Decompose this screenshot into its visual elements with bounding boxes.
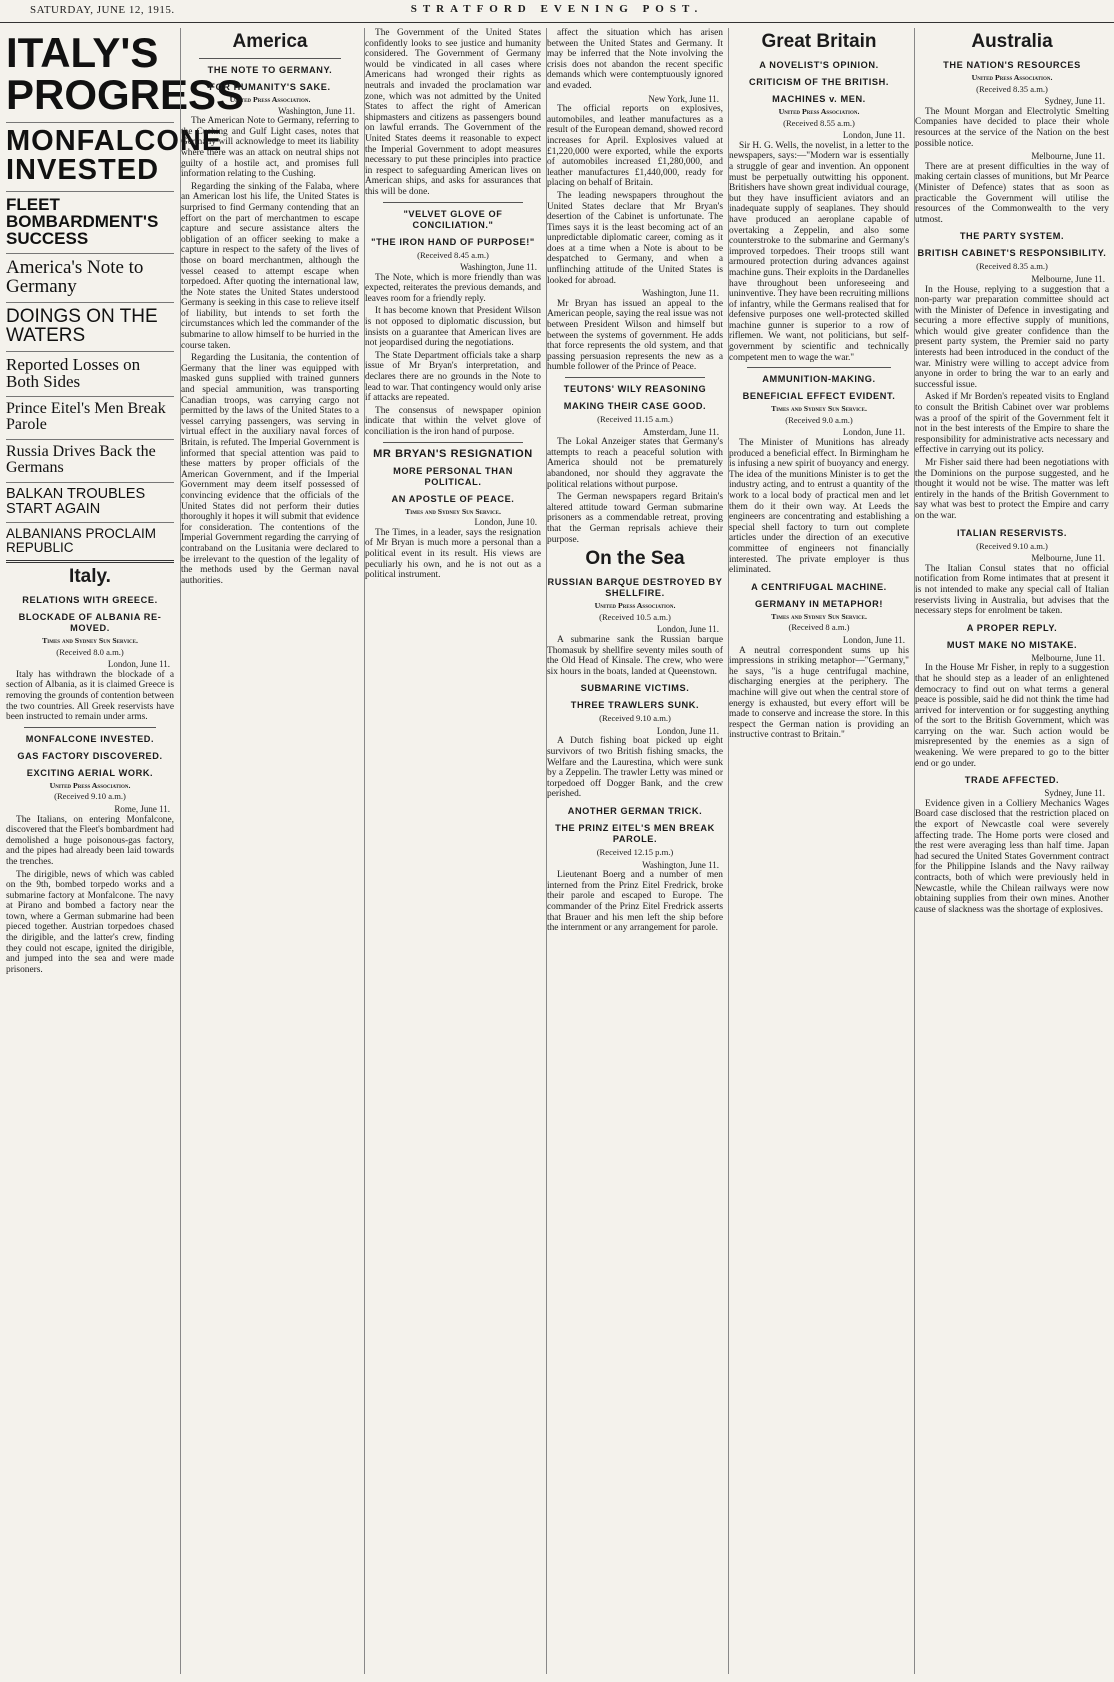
dateline: Sydney, June 11. (1044, 96, 1105, 107)
article-text: Mr Fisher said there had been negotiations with the Dominions on the purpose suggested, and he thought it would not be wise. The matter was left entirely in the hands of the British Government to say what was best to protect the Empire and carry on the war. (915, 458, 1109, 521)
received-time: (Received 11.15 a.m.) (597, 414, 673, 424)
italian-reservists-heading: ITALIAN RESERVISTS. (956, 527, 1068, 538)
front-headlines (6, 28, 245, 563)
article-text: Regarding the sinking of the Falaba, where an American lost his life, the United States is surprised to find Germany contending that an effort on the part of merchantmen to escape capture and secure assistance alters the obligation of an officer seeking to make a capture in respect to the safety of the lives of those on board merchantmen, although the vessel ceased to attempt escape when torpedoed. After quoting the international law, the Note states the United States understood Germany is seeking in this case to relieve itself of liability, but intends to set forth the circumstances which led the commander of the submarine to allow himself to be hurried in the course taken. (181, 181, 359, 351)
dateline: London, June 11. (656, 725, 719, 736)
dateline: Melbourne, June 11. (1031, 553, 1105, 564)
article-text: The dirigible, news of which was cabled on the 9th, bombed torpedo works and a submarine factory at Monfalcone. The navy at Pirano and bombed a factory near the town, where a German submarine had been pieced together. Austrian torpedoes chased the dirigible, and the latter's crew, finding they could not escape, ignited the dirigible, and jumped into the sea and were made prisoners. (6, 869, 174, 975)
article-text: Lieutenant Boerg and a number of men interned from the Prinz Eitel Fredrick, broke their parole and escaped to Europe. The commander of the Prinz Eitel Fredrick asserts that Brauer and his men left the ship before the internment or any arrangement for parole. (547, 870, 723, 934)
article-text: A Dutch fishing boat picked up eight survivors of two British fishing smacks, the Welfare and the Laurestina, which were sunk by a Zeppelin. The trawler Letty was mined or torpedoed off Dogger Bank, and the crew perished. (547, 736, 723, 800)
article-text: The Italians, on entering Monfalcone, discovered that the Fleet's bombardment had demolished a huge poisonous-gas factory, and the pipes had already been laid towards the trenches. (6, 814, 174, 867)
headline-doings: DOINGS ON THE WATERS (6, 306, 158, 346)
trade-affected-heading: TRADE AFFECTED. (964, 775, 1060, 786)
submarine-victims-heading: SUBMARINE VICTIMS. (580, 683, 690, 694)
article-text: The Lokal Anzeiger states that Germany's attempts to reach a peaceful solution with America should not be prematurely abandoned, nor should they aggravate the political relations without purpose. (547, 437, 723, 490)
article-text: In the House Mr Fisher, in reply to a suggestion that he should step as a leader of an enlightened democracy to find out on what terms a general peace is possible, said he did not think the time had arrived for intervention or for suggesting anything of the sort to the British Government, which was carrying on the war. Such action would be misrepresented by the enemies as a sign of weakening. We were prepared to go to the bitter end or go under. (915, 663, 1109, 769)
article-text: A submarine sank the Russian barque Thomasuk by shellfire seventy miles south of the Old Head of Kinsale. The crew, who were six hours in the boats, landed at Queenstown. (547, 634, 723, 677)
received-time: (Received 8.0 a.m.) (56, 646, 124, 657)
headline-fleet: FLEET BOMBARDMENT'S SUCCESS (6, 195, 159, 248)
dateline: Rome, June 11. (114, 803, 170, 814)
dateline: London, June 11. (656, 624, 719, 635)
headline-monfalcone: MONFALCONE INVESTED (6, 125, 223, 186)
america-heading: THE NOTE TO GERMANY. (207, 65, 333, 75)
headline-losses: Reported Losses on Both Sides (6, 355, 141, 391)
article-text: Regarding the Lusitania, the contention of Germany that the liner was equipped with masked guns supplied with trained gunners and special ammunition, was transporting Canadian troops, was carrying cargo not permitted by the laws of the United States to a vessel carrying passengers, was serving in virtual effect in the auxiliary naval forces of Britain, is refuted. The Imperial Government is informed that special attention was paid to these matters by proper officials of the American Government, and if the Imperial Government may deem itself possessed of convincing evidence that the officials of the United States did not perform their duties thoroughly it hopes it will submit that evidence for consideration. The contentions of the Imperial Government regarding the carrying of contraband on the Lusitania were declared to be irrelevant to the question of the legality of the methods used by the German naval authorities. (181, 353, 359, 586)
received-time: (Received 8.35 a.m.) (976, 83, 1048, 94)
newspaper-title: STRATFORD EVENING POST. (410, 3, 704, 15)
dateline: London, June 11. (107, 659, 170, 670)
german-trick-heading: ANOTHER GERMAN TRICK. (567, 806, 703, 817)
dateline: Washington, June 11. (460, 262, 537, 273)
dateline: Washington, June 11. (278, 105, 355, 116)
received-time: (Received 8 a.m.) (788, 622, 850, 633)
issue-date: SATURDAY, JUNE 12, 1915. (30, 4, 175, 16)
prinz-eitel-heading: THE PRINZ EITEL'S MEN BREAK PAROLE. (555, 823, 715, 845)
america-title: America (232, 31, 308, 52)
article-text: In the House, replying to a suggestion that a non-party war preparation committee should act with the Minister of Defence in investigating and securing a more effective supply of munitions, which would give greater confidence than the present party system, the Premier said no party interests had been introduced in the conduct of the war. Ministry were willing to accept advice from anyone in order to bring the war to an early and successful issue. (915, 284, 1109, 390)
article-text: The Minister of Munitions has already produced a beneficial effect. In Birmingham he is infusing a new spirit of buoyancy and energy. The idea of the munitions Minister is to get the industry acting, and to entrust a quantity of the work to a local body of practical men and let them do it their own way. At Leeds the engineers are concentrating and establishing a special shell factory to turn out complete articles under the direction of an executive committee of engineers not financially interested. The private employer is thus eliminated. (729, 438, 909, 576)
received-time: (Received 8.45 a.m.) (417, 249, 489, 260)
italy-title: Italy. (69, 566, 111, 587)
article-text: The German newspapers regard Britain's altered attitude toward German submarine prisoners as a commendable retreat, proving that the German reprisals achieve their purpose. (547, 492, 723, 545)
column-6 (914, 28, 1109, 1674)
velvet-glove-heading: "VELVET GLOVE OF CONCILIATION." (403, 208, 503, 230)
article-text: The leading newspapers throughout the United States declare that Mr Bryan's desertion of the Cabinet is unfortunate. The Times says it is the least becoming act of an unpredictable diplomatic career, coming as it does at a time when a Note is about to be despatched to Germany, and when a unflinching attitude of the United States is looked for abroad. (547, 190, 723, 286)
ammunition-heading: AMMUNITION-MAKING. (762, 374, 876, 385)
iron-hand-heading: "THE IRON HAND OF PURPOSE!" (371, 236, 535, 247)
bryan-subheading: MORE PERSONAL THAN POLITICAL. (393, 465, 513, 487)
dateline: New York, June 11. (648, 93, 719, 104)
headline-prince-eitel: Prince Eitel's Men Break Parole (6, 400, 166, 433)
dateline: Washington, June 11. (642, 288, 719, 299)
centrifugal-heading: A CENTRIFUGAL MACHINE. (751, 581, 887, 592)
article-text: The American Note to Germany, referring to the Cushing and Gulf Light cases, notes that Germany will acknowledge to meet its liability where there was an attack on neutral ships not guilty of a hostile act, and promises full information relating to the Cushing. (181, 116, 359, 180)
italy-subheading-3: EXCITING AERIAL WORK. (26, 767, 154, 778)
trawlers-subheading: THREE TRAWLERS SUNK. (570, 700, 700, 711)
byline: United Press Association. (229, 95, 311, 104)
metaphor-heading: GERMANY IN METAPHOR! (754, 598, 884, 609)
article-text: affect the situation which has arisen between the United States and Germany. It may be inferred that the Note involving the crisis does not abandon the recent specific demands which were contemptuously ignored and evaded. (547, 28, 723, 91)
received-time: (Received 8.35 a.m.) (976, 261, 1048, 272)
dateline: Melbourne, June 11. (1031, 652, 1105, 663)
dateline: Washington, June 11. (642, 859, 719, 870)
italy-heading: RELATIONS WITH GREECE. (22, 595, 158, 605)
byline: United Press Association. (778, 107, 860, 116)
article-text: A neutral correspondent sums up his impressions in striking metaphor—"Germany," he says, "is a huge centrifugal machine, discharging energies at the periphery. The machine will give out when the central store of energy is exhausted, but every effort will be made to conserve and increase the store. In this respect the German nation is providing an instructive contrast to Britain." (729, 645, 909, 741)
byline: United Press Association. (971, 73, 1053, 82)
dateline: London, June 11. (842, 130, 905, 141)
article-text: There are at present difficulties in the way of making certain classes of munitions, but Mr Pearce (Minister of Defence) states that as soon as practicable the Government will utilise the resources of the Commonwealth to the very utmost. (915, 161, 1109, 225)
article-text: Asked if Mr Borden's repeated visits to England to consult the British Cabinet over war problems was a proof of the spirit of the Government felt it not in the best interests of the Empire to share the responsibility for administrative acts necessary and effective in carrying out its policy. (915, 392, 1109, 456)
byline: Times and Sydney Sun Service. (405, 506, 501, 516)
byline: Times and Sydney Sun Service. (42, 636, 138, 645)
byline: Times and Sydney Sun Service. (771, 611, 867, 621)
article-text: Italy has withdrawn the blockade of a section of Albania, as it is claimed Greece is removing the grounds of contention between the two countries. All Greek reservists have been instructed to remain under arms. (6, 669, 174, 723)
dateline: Sydney, June 11. (1044, 788, 1105, 799)
received-time: (Received 9.10 a.m.) (976, 540, 1048, 551)
received-time: (Received 10.5 a.m.) (599, 611, 671, 622)
dateline: Melbourne, June 11. (1031, 273, 1105, 284)
bryan-resignation-heading: MR BRYAN'S RESIGNATION (373, 447, 533, 460)
dateline: Amsterdam, June 11. (642, 426, 719, 437)
article-text: Sir H. G. Wells, the novelist, in a letter to the newspapers, says:—"Modern war is essentially a struggle of gear and invention. An opponent must be perpetually outwitting his opponent. Britishers have shown great individual courage, but they have insufficient aviators and an inadequate supply of seaplanes. They should have produced an aeroplane capable of overtaking a Zeppelin, and also some counterstroke to the submarine and Germany's improved torpedoes. Their troops still want armoured protection during advances against machine guns. Their exploits in the Dardanelles have throughout been unforeseeing and uninventive. They have been recruiting millions of infantry, while the Germans realised that for defensive purposes one well-protected skilled machine gunner is superior to a row of riflemen. We want, not politicians, but self-government by scientific and technically competent men to wage the war." (729, 140, 909, 363)
beneficial-heading: BENEFICIAL EFFECT EVIDENT. (742, 391, 896, 402)
column-2 (180, 28, 359, 1674)
party-system-heading: THE PARTY SYSTEM. (959, 231, 1065, 242)
dateline: London, June 11. (842, 427, 905, 438)
column-5 (728, 28, 909, 1674)
article-text: Evidence given in a Colliery Mechanics Wages Board case disclosed that the restriction placed on the export of Newcastle coal were severely affecting trade. The Home ports were closed and the rest were averaging less than half time. Japan had secured the United States Government contract for the Philippine Islands and the Navy railway contracts, both of which were previously held in Newcastle, while the Chilean railways were now obtaining supplies from their own mines. Another cause of slackness was the shortage of explosives. (915, 798, 1109, 915)
criticism-heading: CRITICISM OF THE BRITISH. (748, 77, 890, 87)
received-time: (Received 12.15 p.m.) (596, 847, 674, 858)
article-text: The Times, in a leader, says the resignation of Mr Bryan is much more a personal than a political event in its result. His views are peculiarly his own, and he is not out as a political instrument. (365, 527, 541, 581)
russian-barque-heading: RUSSIAN BARQUE DESTROYED BY SHELLFIRE. (547, 577, 723, 599)
article-text: The official reports on explosives, automobiles, and leather manufactures as a result of the European demand, showed record increases for April. Explosives valued at £1,220,000 were exported, while the exports of automobiles increased £1,280,000, and leather manufactures £1,440,000, ready for placing on behalf of Britain. (547, 104, 723, 189)
byline: United Press Association. (594, 601, 676, 611)
article-text: The consensus of newspaper opinion indicate that within the velvet glove of conciliation is the iron hand of purpose. (365, 405, 541, 437)
proper-reply-heading: A PROPER REPLY. (966, 622, 1058, 633)
column-1 (6, 28, 245, 1674)
italy-subheading: BLOCKADE OF ALBANIA RE-MOVED. (18, 612, 162, 633)
dateline: London, June 10. (474, 517, 537, 528)
byline: United Press Association. (49, 780, 131, 790)
bryan-subheading-2: AN APOSTLE OF PEACE. (391, 493, 515, 504)
dateline: Melbourne, June 11. (1031, 151, 1105, 162)
column-3 (364, 28, 541, 1674)
headline-americas-note: America's Note to Germany (6, 257, 144, 297)
masthead (0, 0, 1114, 23)
article-text: The Mount Morgan and Electrolytic Smelting Companies have decided to place their whole resources at the service of the Nation on the best possible notice. (915, 106, 1109, 149)
on-the-sea-title: On the Sea (585, 548, 685, 570)
article-text: The State Department officials take a sharp issue of Mr Bryan's interpretation, and declares there are no grounds in the Note to lead to war. That contingency would only arise if attacks are repeated. (365, 350, 541, 404)
teutons-subheading: MAKING THEIR CASE GOOD. (563, 401, 707, 411)
italy-heading-2: MONFALCONE INVESTED. (25, 733, 155, 744)
article-text: The Italian Consul states that no official notification from Rome intimates that at present it is not intended to make any special call of Italian reservists living in Australia, but advises that the necessary steps for enrolment be taken. (915, 563, 1109, 617)
dateline: London, June 11. (842, 634, 905, 645)
received-time: (Received 8.55 a.m.) (783, 117, 855, 128)
headline-albanians: ALBANIANS PROCLAIM REPUBLIC (6, 526, 157, 555)
headline-italys-progress: ITALY'S PROGRESS (6, 29, 245, 118)
resources-heading: THE NATION'S RESOURCES (943, 60, 1081, 70)
received-time: (Received 9.10 a.m.) (54, 791, 126, 802)
byline: Times and Sydney Sun Service. (771, 404, 867, 414)
received-time: (Received 9.10 a.m.) (599, 713, 671, 724)
novelist-heading: A NOVELIST'S OPINION. (759, 60, 879, 70)
headline-balkan: BALKAN TROUBLES START AGAIN (6, 486, 146, 517)
italy-subheading-2: GAS FACTORY DISCOVERED. (17, 750, 163, 761)
america-subheading: FOR HUMANITY'S SAKE. (209, 82, 331, 92)
column-4 (546, 28, 723, 1674)
received-time: (Received 9.0 a.m.) (785, 414, 853, 425)
headline-russia: Russia Drives Back the Germans (6, 443, 156, 476)
article-text: Mr Bryan has issued an appeal to the American people, saying the real issue was not between President Wilson and himself but between the systems of government. He adds that force represents the old system, and that passing persuasion represents the new as a humble follower of the Prince of Peace. (547, 298, 723, 373)
cabinet-heading: BRITISH CABINET'S RESPONSIBILITY. (917, 248, 1107, 259)
article-text: The Note, which is more friendly than was expected, reiterates the previous demands, and leaves room for a friendly reply. (365, 272, 541, 304)
great-britain-title: Great Britain (761, 31, 877, 52)
article-text: It has become known that President Wilson is not opposed to diplomatic discussion, but insists on a guarantee that American lives are not jeopardised during the negotiations. (365, 306, 541, 349)
machines-heading: MACHINES v. MEN. (772, 94, 866, 104)
article-text: The Government of the United States confidently looks to see justice and humanity considered. The Government of Germany would be vindicated in all cases where Americans had wronged their rights as neutrals and invaded the proclamation war zone, which was not admitted by the United States to affect the right of American shipmasters and citizens as passengers bound on lawful errands. The Government of the United States deems it reasonable to expect the Imperial Government to adopt measures necessary to put these principles into practice in respect to safeguarding American lives on American ships, and asks for assurances that this will be done. (365, 28, 541, 197)
italy-section (6, 565, 174, 975)
australia-title: Australia (971, 31, 1053, 52)
teutons-heading: TEUTONS' WILY REASONING (563, 384, 707, 394)
no-mistake-heading: MUST MAKE NO MISTAKE. (946, 639, 1078, 650)
